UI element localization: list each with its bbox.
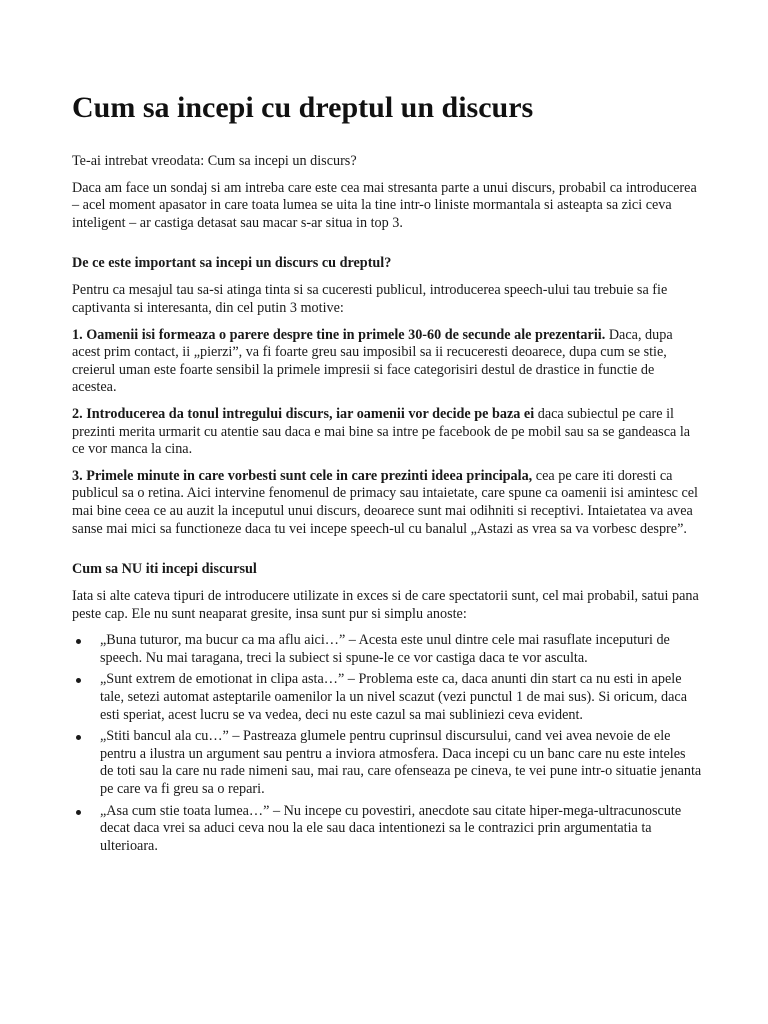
reason-paragraph-2 — [72, 406, 702, 459]
list-item — [100, 671, 702, 724]
page-title: Cum sa incepi cu dreptul un discurs — [72, 91, 534, 124]
section-dont-lead: Iata si alte cateva tipuri de introducere utilizate in exces si de care spectatorii sunt, cel mai probabil, satui pana peste cap. Ele nu sunt neaparat gresite, insa sunt pur si simplu anoste: — [72, 588, 699, 622]
intro-paragraph: Daca am face un sondaj si am intreba care este cea mai stresanta parte a unui discurs, probabil ca introducerea – acel moment apasator in care toata lumea se uita la tine intr-o liniste mormantala si asteapta sa zici ceva inteligent – ar castiga detasat sau macar s-ar situa in top 3. — [72, 179, 697, 231]
reason-3-text: cea pe care iti doresti ca publicul sa o retina. Aici intervine fenomenul de primacy sau intaietate, care spune ca oamenii isi amintesc cel mai bine ceea ce au auzit la inceputul unui discurs, deoarece sunt mai odihniti si receptivi. Intaietatea va avea sanse mai mici sa functioneze daca tu vei incepe speech-ul cu banalul „Astazi as vrea sa va vorbesc despre”. — [72, 467, 698, 537]
reason-1-bold: 1. Oamenii isi formeaza o parere despre tine in primele 30-60 de secunde ale prezentarii. — [72, 326, 606, 343]
bullet-dot-icon — [76, 810, 81, 815]
list-item-text: „Sunt extrem de emotionat in clipa asta…” – Problema este ca, daca anunti din start ca nu esti in apele tale, setezi automat asteptarile oamenilor la un nivel scazut (vezi punctul 1 de mai sus). Si oricum, daca esti speriat, acest lucru se va vedea, deci nu este cazul sa mai subliniezi ceva evident. — [100, 671, 688, 723]
bullet-list — [72, 632, 702, 855]
reason-paragraph-1 — [72, 327, 702, 397]
reason-paragraph-3 — [72, 468, 702, 538]
list-item-text: „Buna tuturor, ma bucur ca ma aflu aici…” – Acesta este unul dintre cele mai rasuflate inceputuri de speech. Nu mai taragana, treci la subiect si spune-le ce vor castiga daca te vor asculta. — [100, 632, 670, 666]
bullet-dot-icon — [76, 678, 81, 683]
reason-1-text: Daca, dupa acest prim contact, ii „pierzi”, va fi foarte greu sau imposibil sa ii recuceresti deoarece, dupa cum se stie, creierul uman este foarte sensibil la primele impresii si face categorisiri destul de drastice in functie de acestea. — [72, 326, 673, 396]
bullet-dot-icon — [76, 639, 81, 644]
document-page — [72, 90, 702, 859]
list-item-text: „Stiti bancul ala cu…” – Pastreaza glumele pentru cuprinsul discursului, cand vei avea nevoie de ele pentru a ilustra un argument sau pentru a inviora atmosfera. Daca incepi cu un banc care nu este inteles de toti sau la care nu rade nimeni sau, mai rau, care ofenseaza pe cineva, te vei pune intr-o situatie jenanta pe care va fi greu sa o repari. — [100, 728, 702, 798]
reason-2-bold: 2. Introducerea da tonul intregului discurs, iar oamenii vor decide pe baza ei — [72, 405, 535, 422]
section-importance-lead: Pentru ca mesajul tau sa-si atinga tinta si sa cuceresti publicul, introducerea speech-ului tau trebuie sa fie captivanta si interesanta, din cel putin 3 motive: — [72, 282, 668, 316]
reason-3-bold: 3. Primele minute in care vorbesti sunt cele in care prezinti ideea principala, — [72, 467, 533, 484]
section-heading-importance: De ce este important sa incepi un discurs cu dreptul? — [72, 255, 392, 272]
list-item — [100, 632, 702, 667]
list-item-text: „Asa cum stie toata lumea…” – Nu incepe cu povestiri, anecdote sau citate hiper-mega-ultracunoscute decat daca vrei sa aduci ceva nou la ele sau daca intentionezi sa le contrazici prin argumentatia ta ulterioara. — [100, 802, 682, 854]
section-heading-dont: Cum sa NU iti incepi discursul — [72, 561, 257, 578]
list-item — [100, 728, 702, 798]
list-item — [100, 803, 702, 856]
bullet-dot-icon — [76, 735, 81, 740]
reason-2-text: daca subiectul pe care il prezinti merita urmarit cu atentie sau daca e mai bine sa intre pe facebook de pe mobil sau sa se gandeasca la ce vor manca la cina. — [72, 405, 691, 458]
intro-question: Te-ai intrebat vreodata: Cum sa incepi un discurs? — [72, 153, 357, 169]
